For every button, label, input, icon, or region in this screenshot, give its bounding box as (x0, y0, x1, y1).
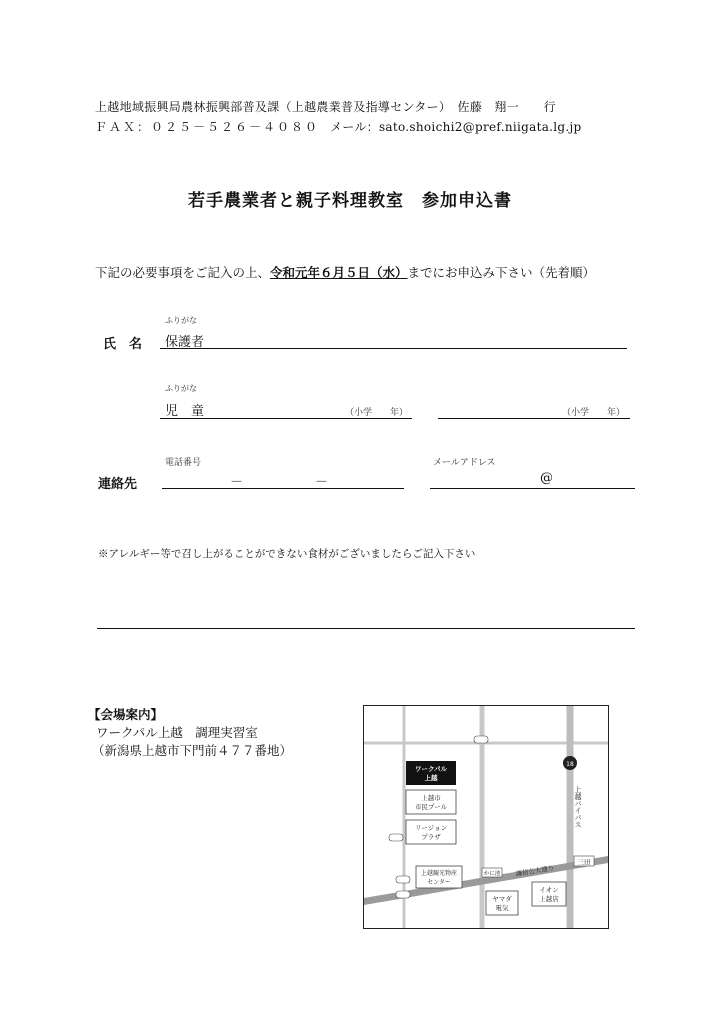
kanko-label-1: 上越観光物産 (420, 870, 458, 877)
email-address: メール：sato.shoichi2@pref.niigata.lg.jp (330, 120, 582, 134)
guardian-name-field[interactable] (160, 348, 627, 349)
phone-dash-2: － (315, 475, 329, 490)
intro-text (95, 263, 595, 281)
bypass-label: 上越バイパス (574, 786, 582, 828)
deadline: 令和元年６月５日（水） (270, 265, 408, 280)
yamada-label-2: 電気 (495, 904, 509, 912)
venue-name: ワークパル上越 調理実習室 (96, 725, 258, 740)
venue-heading: 【会場案内】 (88, 707, 164, 722)
venue-info (88, 706, 292, 760)
aeon-label-1: イオン (539, 886, 559, 894)
workpal-label-1: ワークパル (414, 765, 448, 773)
region-label-1: リージョン (414, 824, 448, 832)
phone-field[interactable] (162, 488, 404, 489)
fax-number: ＦＡＸ：０２５－５２６－４０８０ (95, 120, 320, 134)
venue-map (363, 705, 609, 929)
intro-after: までにお申込み下さい（先着順） (407, 265, 596, 280)
email-label: メールアドレス (433, 458, 496, 468)
grade-label-1: （小学 年） (345, 408, 409, 418)
guardian-label: 保護者 (165, 335, 205, 350)
kanzawa-label: かに池 (483, 871, 501, 877)
signal-3 (396, 891, 410, 898)
yamada-label-1: ヤマダ (492, 895, 512, 903)
intro-before: 下記の必要事項をご記入の上、 (95, 265, 271, 280)
phone-dash-1: － (230, 475, 244, 490)
street-label: 謙信公大通り (515, 863, 555, 878)
region-label-2: プラザ (421, 833, 441, 841)
pool-label-1: 上越市 (421, 794, 441, 802)
child-name-field-2[interactable] (438, 418, 630, 419)
child-name-field-1[interactable] (160, 418, 412, 419)
pool-label-2: 市民プール (414, 803, 448, 811)
route-number: 18 (566, 761, 574, 768)
signal-2 (389, 834, 403, 841)
allergy-field[interactable] (97, 628, 635, 629)
email-field[interactable] (430, 488, 635, 489)
map-svg (364, 706, 608, 928)
allergy-note: ※アレルギー等で召し上がることができない食材がございましたらご記入下さい (98, 548, 476, 560)
workpal-label-2: 上越 (424, 774, 438, 782)
venue-address: （新潟県上越市下門前４７７番地） (92, 743, 293, 758)
furigana-label: ふりがな (165, 316, 197, 325)
phone-label: 電話番号 (165, 458, 202, 468)
mita-label: 三田 (577, 858, 591, 866)
page-title: 若手農業者と親子料理教室 参加申込書 (188, 191, 512, 211)
child-label: 児 童 (165, 404, 205, 419)
furigana-label-child: ふりがな (165, 384, 197, 393)
grade-label-2: （小学 年） (562, 408, 626, 418)
signal-4 (396, 876, 410, 883)
signal-1 (474, 736, 488, 743)
kanko-label-2: センター (427, 879, 451, 886)
contact-label: 連絡先 (98, 477, 138, 492)
name-label: 氏 名 (103, 337, 143, 352)
addressee-line: 上越地域振興局農林振興部普及課（上越農業普及指導センター） 佐藤 翔一 行 (95, 100, 556, 114)
aeon-label-2: 上越店 (539, 895, 559, 903)
email-at: @ (540, 471, 553, 486)
